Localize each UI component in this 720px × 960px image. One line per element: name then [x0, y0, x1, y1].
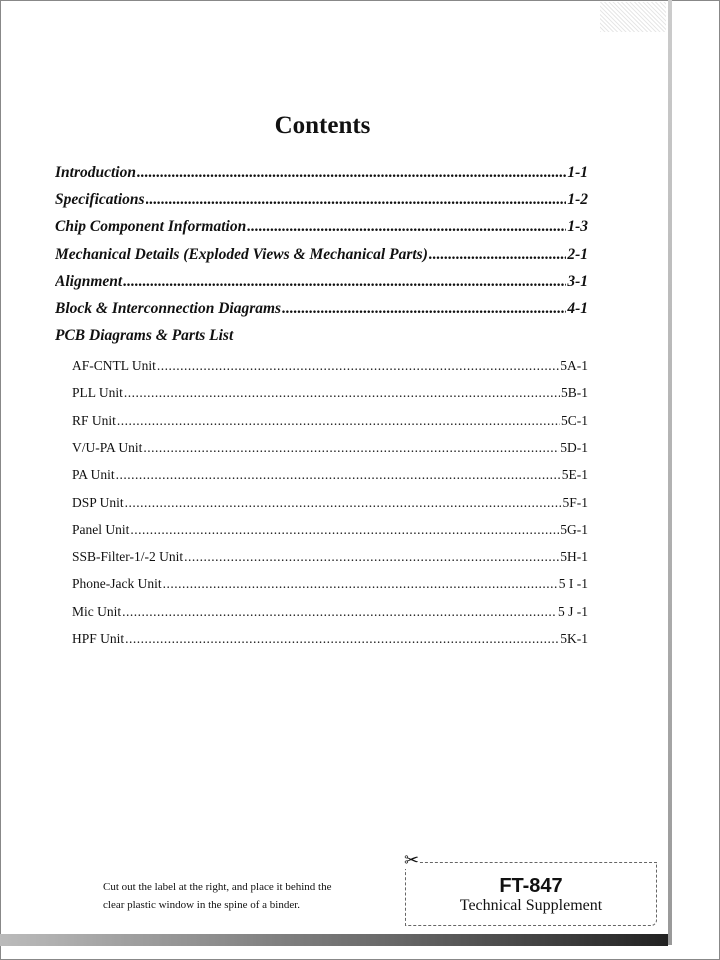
- entry-title: Block & Interconnection Diagrams: [55, 300, 282, 317]
- entry-page: 5B-1: [561, 385, 588, 401]
- entry-page: 4-1: [567, 300, 588, 317]
- toc-entry: [72, 631, 588, 647]
- entry-page: 5C-1: [561, 412, 588, 428]
- entry-page: 5E-1: [561, 467, 588, 483]
- leader-dots: [429, 246, 566, 264]
- entry-title: HPF Unit: [72, 631, 125, 646]
- entry-title: PA Unit: [72, 467, 115, 483]
- scissors-icon: ✂: [404, 850, 420, 870]
- entry-page: 1-2: [567, 191, 588, 209]
- entry-title: Phone-Jack Unit: [72, 576, 162, 592]
- scan-noise: [600, 2, 666, 32]
- entry-title: Mic Unit: [72, 603, 122, 619]
- leader-dots: [146, 191, 567, 209]
- entry-page: 1-1: [567, 164, 588, 181]
- entry-title: PLL Unit: [72, 385, 123, 401]
- toc-entry: [55, 273, 588, 291]
- leader-dots: [116, 467, 561, 483]
- entry-page: 3-1: [567, 272, 588, 290]
- leader-dots: [282, 300, 566, 318]
- entry-page: 5H-1: [560, 549, 588, 565]
- leader-dots: [137, 164, 566, 182]
- leader-dots: [123, 273, 566, 291]
- entry-title: AF-CNTL Unit: [72, 358, 156, 373]
- leader-dots: [130, 522, 559, 538]
- entry-title: Chip Component Information: [55, 218, 247, 236]
- entry-title: RF Unit: [72, 412, 116, 428]
- toc-entry: [55, 191, 588, 209]
- toc-entry: [55, 164, 588, 182]
- model-number: FT-847: [499, 875, 563, 897]
- toc-entry: [72, 413, 588, 429]
- entry-page: 5K-1: [560, 631, 588, 646]
- toc-entry: [72, 604, 588, 620]
- entry-title: Introduction: [55, 164, 136, 181]
- entry-title: SSB-Filter-1/-2 Unit: [72, 549, 184, 565]
- entry-title: Specifications: [55, 191, 145, 209]
- entry-page: 2-1: [567, 245, 588, 263]
- toc-entry: [72, 358, 588, 374]
- entry-page: 5 J -1: [558, 603, 588, 619]
- scan-bottom-band: [0, 934, 668, 946]
- entry-page: 5 I -1: [558, 576, 588, 592]
- label-subtitle: Technical Supplement: [459, 897, 603, 914]
- toc-entry: [72, 576, 588, 592]
- toc-entry: [72, 522, 588, 538]
- entry-page: 5D-1: [560, 439, 588, 455]
- toc-entry: [72, 495, 588, 511]
- entry-title: DSP Unit: [72, 494, 124, 510]
- entry-title: Alignment: [55, 272, 123, 290]
- page-edge-shadow: [668, 0, 672, 945]
- pcb-section-heading: PCB Diagrams & Parts List: [55, 327, 234, 344]
- entry-page: 1-3: [567, 218, 588, 236]
- toc-entry: [72, 385, 588, 401]
- leader-dots: [184, 549, 559, 565]
- leader-dots: [247, 218, 566, 236]
- leader-dots: [157, 358, 559, 374]
- instruction-line: clear plastic window in the spine of a binder.: [103, 899, 301, 911]
- entry-title: Panel Unit: [72, 521, 130, 537]
- toc-entry: [72, 440, 588, 456]
- leader-dots: [117, 413, 560, 429]
- leader-dots: [143, 440, 559, 456]
- entry-page: 5F-1: [562, 494, 588, 510]
- leader-dots: [122, 604, 557, 620]
- toc-entry: [72, 467, 588, 483]
- toc-entry: [55, 300, 588, 318]
- entry-title: V/U-PA Unit: [72, 439, 143, 455]
- binder-instruction: [103, 878, 332, 914]
- entry-title: Mechanical Details (Exploded Views & Mechanical Parts): [55, 245, 428, 263]
- toc-entry: [55, 246, 588, 264]
- entry-page: 5A-1: [560, 358, 588, 373]
- entry-page: 5G-1: [560, 521, 588, 537]
- page-title: Contents: [274, 112, 371, 139]
- leader-dots: [163, 576, 558, 592]
- leader-dots: [124, 385, 560, 401]
- toc-entry: [55, 218, 588, 236]
- instruction-line: Cut out the label at the right, and place it behind the: [103, 881, 332, 893]
- toc-entry: [72, 549, 588, 565]
- spine-label: [404, 850, 657, 926]
- leader-dots: [125, 631, 559, 647]
- leader-dots: [125, 495, 562, 511]
